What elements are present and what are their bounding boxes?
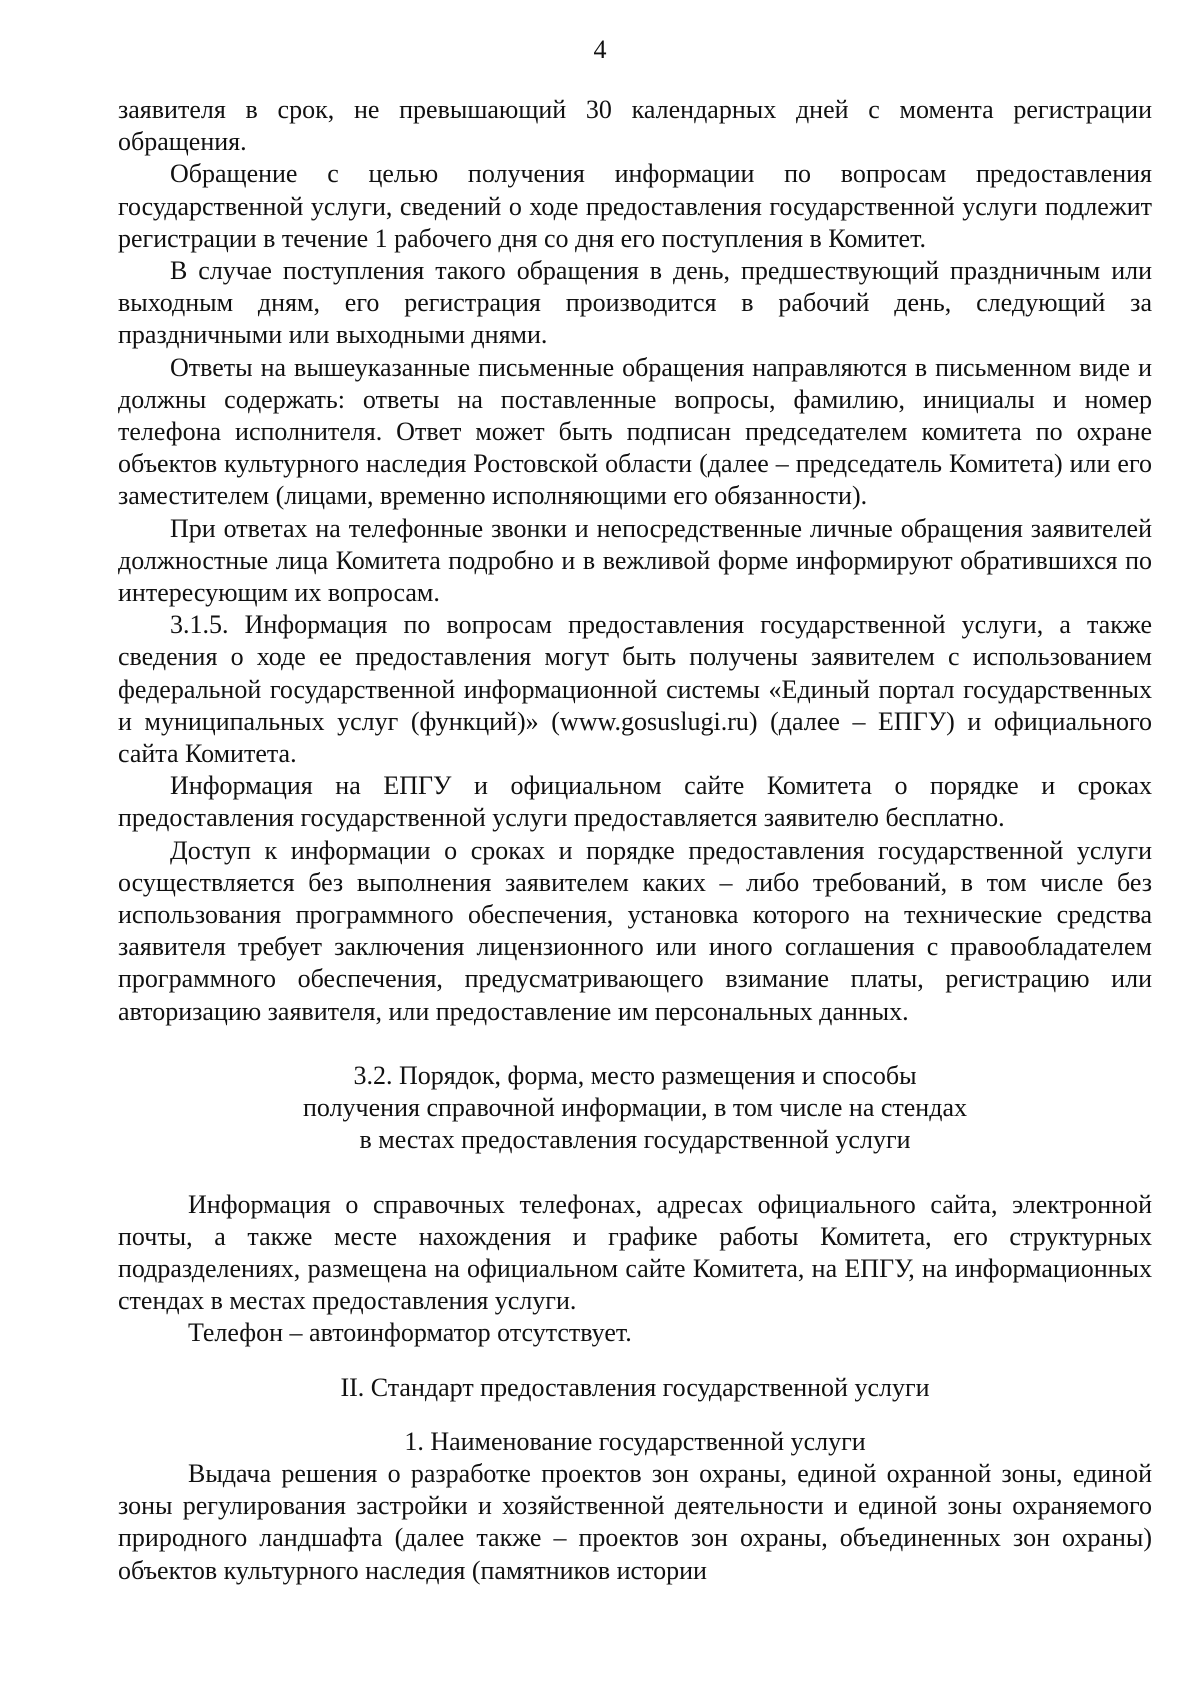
spacer (118, 1157, 1152, 1189)
document-body (118, 94, 1152, 1587)
paragraph-contact-info: Информация о справочных телефонах, адресах официального сайта, электронной почты, а также месте нахождения и графике работы Комитета, его структурных подразделениях, размещена на официальном сайте Комитета, на ЕПГУ, на информационных стендах в местах предоставления услуги. (118, 1189, 1152, 1316)
paragraph-registration: Обращение с целью получения информации по вопросам предоставления государственной услуги, сведений о ходе предоставления государственной услуги подлежит регистрации в течение 1 рабочего дня со дня его поступления в Комитет. (118, 159, 1152, 253)
paragraph-written-answers: Ответы на вышеуказанные письменные обращения направляются в письменном виде и должны содержать: ответы на поставленные вопросы, фамилию, инициалы и номер телефона исполнителя. Ответ может быть подписан председателем комитета по охране объектов культурного наследия Ростовской области (далее – председатель Комитета) или его заместителем (лицами, временно исполняющими его обязанности). (118, 352, 1152, 511)
paragraph-holidays: В случае поступления такого обращения в день, предшествующий праздничным или выходным дням, его регистрация производится в рабочий день, следующий за праздничными или выходными днями. (118, 256, 1152, 350)
spacer (118, 1404, 1152, 1426)
page-number: 4 (593, 35, 607, 64)
paragraph-continuation: заявителя в срок, не превышающий 30 календарных дней с момента регистрации обращения. (118, 95, 1152, 157)
heading-3-2-line-1: 3.2. Порядок, форма, место размещения и способы (353, 1060, 917, 1090)
paragraph-3-1-5: 3.1.5. Информация по вопросам предоставления государственной услуги, а также сведения о ходе ее предоставления могут быть получены заявителем с использованием федеральной государственной информационной системы «Единый портал государственных и муниципальных услуг (функций)» (www.gosuslugi.ru) (далее – ЕПГУ) и официального сайта Комитета. (118, 610, 1152, 769)
spacer (118, 1350, 1152, 1372)
paragraph-phone-answers: При ответах на телефонные звонки и непосредственные личные обращения заявителей должностные лица Комитета подробно и в вежливой форме информируют обратившихся по интересующим их вопросам. (118, 513, 1152, 608)
spacer (118, 1028, 1152, 1060)
paragraph-autoinformer: Телефон – автоинформатор отсутствует. (188, 1318, 632, 1348)
heading-service-name: 1. Наименование государственной услуги (404, 1426, 866, 1456)
paragraph-epgu-free: Информация на ЕПГУ и официальном сайте Комитета о порядке и сроках предоставления государственной услуги предоставляется заявителю бесплатно. (118, 771, 1152, 833)
heading-section-2: II. Стандарт предоставления государственной услуги (340, 1372, 930, 1402)
heading-3-2-line-3: в местах предоставления государственной услуги (359, 1125, 911, 1155)
paragraph-access: Доступ к информации о сроках и порядке предоставления государственной услуги осуществляется без выполнения заявителем каких – либо требований, в том числе без использования программного обеспечения, установка которого на технические средства заявителя требует заключения лицензионного или иного соглашения с правообладателем программного обеспечения, предусматривающего взимание платы, регистрацию или авторизацию заявителя, или предоставление им персональных данных. (118, 835, 1152, 1026)
paragraph-service-description: Выдача решения о разработке проектов зон охраны, единой охранной зоны, единой зоны регулирования застройки и хозяйственной деятельности и единой зоны охраняемого природного ландшафта (далее также – проектов зон охраны, объединенных зон охраны) объектов культурного наследия (памятников истории (118, 1458, 1152, 1585)
heading-3-2-line-2: получения справочной информации, в том числе на стендах (303, 1093, 967, 1123)
